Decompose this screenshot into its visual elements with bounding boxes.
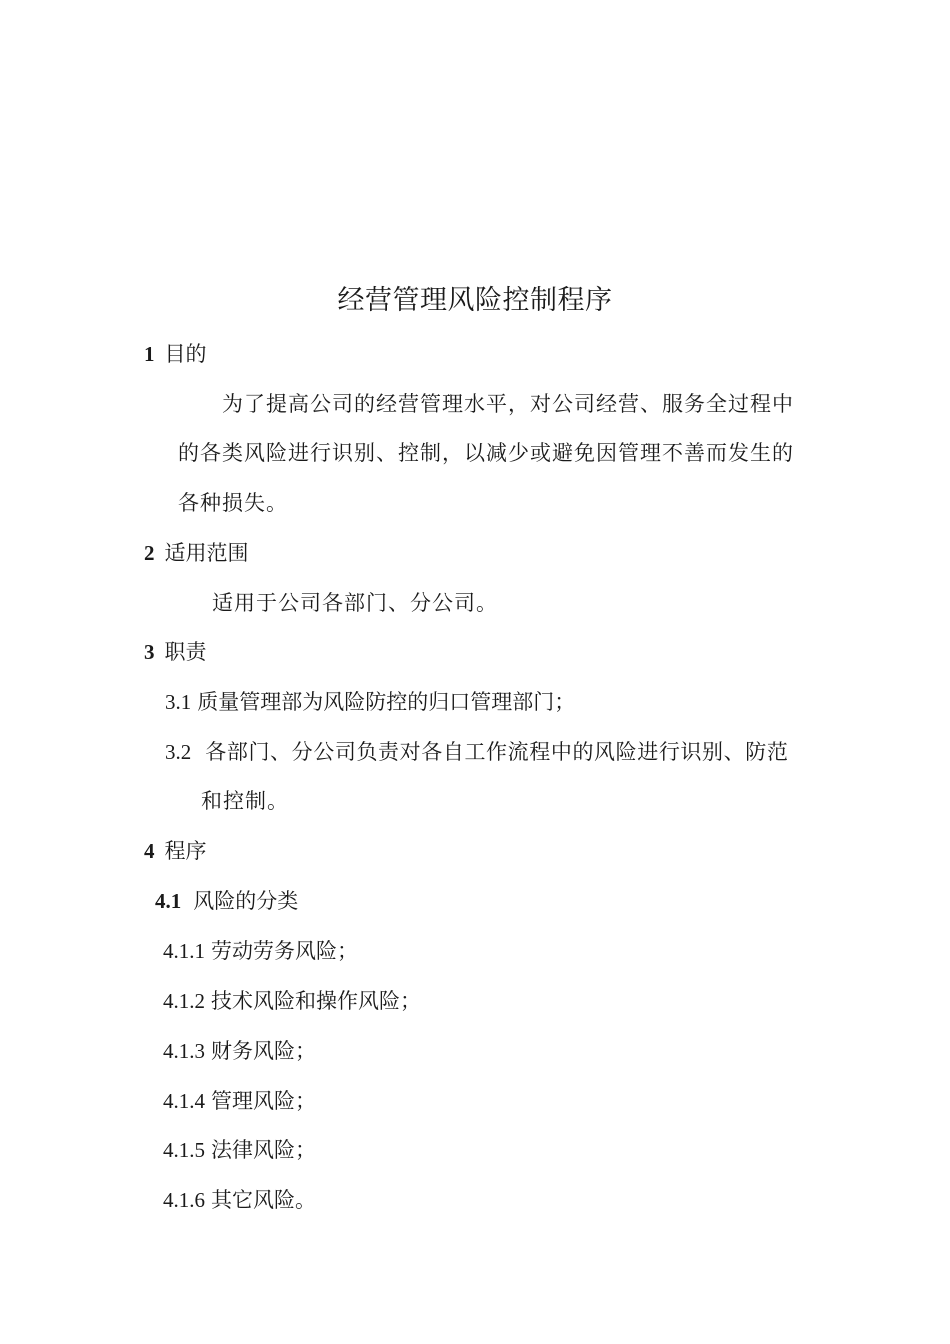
- list-item: [163, 1135, 316, 1165]
- paragraph-line: 为了提高公司的经营管理水平，对公司经营、服务全过程中: [222, 392, 794, 416]
- item-text: 质量管理部为风险防控的归口管理部门；: [197, 690, 576, 714]
- item-text: 法律风险；: [211, 1138, 316, 1162]
- list-item: [163, 1185, 316, 1215]
- paragraph-line: 各种损失。: [178, 491, 288, 515]
- item-number: 4.1.5: [163, 1138, 205, 1162]
- list-item: [163, 1086, 316, 1116]
- subsection-number: 4.1: [155, 889, 182, 913]
- item-text: 各部门、分公司负责对各自工作流程中的风险进行识别、防范: [205, 740, 789, 764]
- list-item: [165, 737, 788, 767]
- list-item: [163, 986, 421, 1016]
- item-text: 管理风险；: [211, 1089, 316, 1113]
- item-text: 财务风险；: [211, 1039, 316, 1063]
- item-text: 其它风险。: [211, 1188, 316, 1212]
- subsection-title: 风险的分类: [193, 889, 299, 913]
- list-item: [163, 1036, 316, 1066]
- item-number: 4.1.2: [163, 989, 205, 1013]
- section-heading: [144, 637, 207, 667]
- list-item: [163, 936, 358, 966]
- document-title: 经营管理风险控制程序: [337, 285, 613, 316]
- section-number: 4: [144, 839, 155, 863]
- item-text: 技术风险和操作风险；: [211, 989, 421, 1013]
- section-heading: [144, 538, 249, 568]
- section-title: 适用范围: [164, 541, 249, 565]
- section-heading: [144, 339, 207, 369]
- section-title: 目的: [164, 342, 207, 366]
- subsection-heading: [155, 886, 298, 916]
- section-number: 2: [144, 541, 155, 565]
- section-number: 1: [144, 342, 155, 366]
- item-number: 4.1.1: [163, 939, 205, 963]
- item-number: 4.1.3: [163, 1039, 205, 1063]
- section-heading: [144, 836, 207, 866]
- paragraph-line: 的各类风险进行识别、控制，以减少或避免因管理不善而发生的: [178, 441, 794, 465]
- item-number: 3.1: [165, 690, 192, 714]
- section-title: 职责: [164, 640, 207, 664]
- item-text: 劳动劳务风险；: [211, 939, 358, 963]
- section-title: 程序: [164, 839, 207, 863]
- paragraph-line: 和控制。: [201, 789, 289, 813]
- item-number: 3.2: [165, 740, 192, 764]
- item-number: 4.1.6: [163, 1188, 205, 1212]
- paragraph-line: 适用于公司各部门、分公司。: [212, 591, 498, 615]
- list-item: [165, 687, 575, 717]
- item-number: 4.1.4: [163, 1089, 205, 1113]
- section-number: 3: [144, 640, 155, 664]
